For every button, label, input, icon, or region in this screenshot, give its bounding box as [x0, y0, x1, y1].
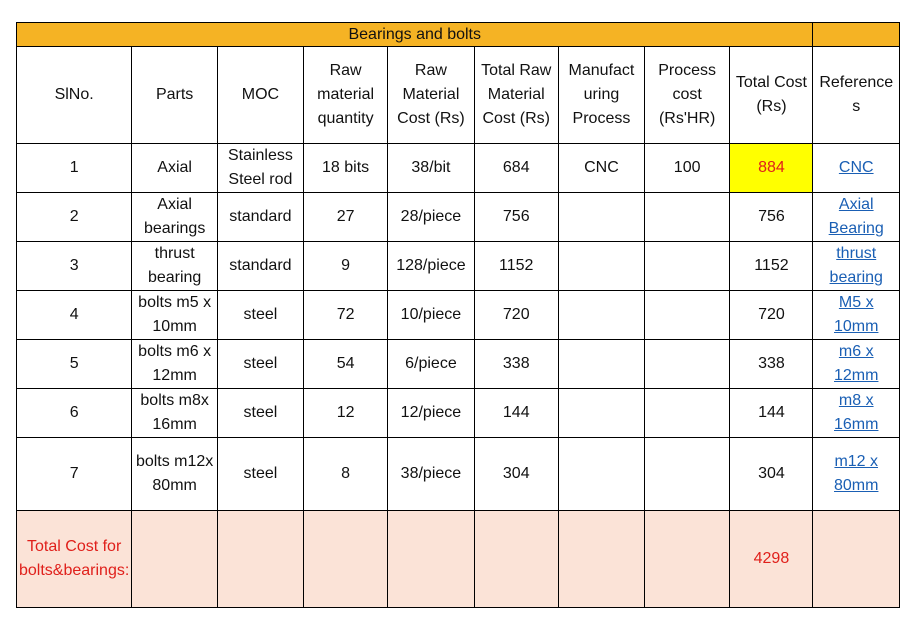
- table-row: [17, 340, 900, 389]
- reference-link[interactable]: m6 x 12mm: [834, 343, 879, 384]
- header-moc: MOC: [217, 47, 303, 144]
- header-parts: Parts: [132, 47, 218, 144]
- cell-reference: [813, 144, 900, 193]
- cell-moc: standard: [217, 193, 303, 242]
- header-raw-cost: Raw Material Cost (Rs): [388, 47, 474, 144]
- cell-cost: 28/piece: [388, 193, 474, 242]
- total-empty-cell: [303, 511, 387, 608]
- cell-process: [558, 438, 644, 511]
- cell-moc: Stainless Steel rod: [217, 144, 303, 193]
- total-value: 4298: [730, 511, 813, 608]
- table-title: Bearings and bolts: [17, 23, 813, 47]
- cell-qty: 72: [303, 291, 387, 340]
- cell-cost: 6/piece: [388, 340, 474, 389]
- table-row: [17, 291, 900, 340]
- cell-total-raw: 304: [474, 438, 558, 511]
- header-slno: SlNo.: [17, 47, 132, 144]
- cell-process: [558, 340, 644, 389]
- header-total-cost: Total Cost (Rs): [730, 47, 813, 144]
- total-empty-cell: [388, 511, 474, 608]
- cell-moc: standard: [217, 242, 303, 291]
- reference-link[interactable]: m8 x 16mm: [834, 392, 879, 433]
- total-empty-cell: [558, 511, 644, 608]
- reference-link[interactable]: Axial Bearing: [828, 196, 884, 237]
- title-blank-cell: [813, 23, 900, 47]
- cell-total: 304: [730, 438, 813, 511]
- table-row: [17, 242, 900, 291]
- header-references: Reference s: [813, 47, 900, 144]
- reference-link[interactable]: m12 x 80mm: [834, 453, 879, 494]
- cell-qty: 8: [303, 438, 387, 511]
- cell-slno: 2: [17, 193, 132, 242]
- cell-slno: 5: [17, 340, 132, 389]
- total-label: Total Cost for bolts&bearings:: [17, 511, 132, 608]
- cell-reference: [813, 389, 900, 438]
- cell-process-cost: 100: [644, 144, 729, 193]
- cell-part: bolts m5 x 10mm: [132, 291, 218, 340]
- cell-cost: 10/piece: [388, 291, 474, 340]
- cell-qty: 9: [303, 242, 387, 291]
- cell-total-raw: 144: [474, 389, 558, 438]
- cell-cost: 12/piece: [388, 389, 474, 438]
- cell-process-cost: [644, 340, 729, 389]
- header-total-raw-cost: Total Raw Material Cost (Rs): [474, 47, 558, 144]
- cell-process: [558, 389, 644, 438]
- cell-total: 720: [730, 291, 813, 340]
- cell-total-raw: 338: [474, 340, 558, 389]
- cell-process-cost: [644, 242, 729, 291]
- cell-reference: [813, 291, 900, 340]
- cell-qty: 12: [303, 389, 387, 438]
- cell-process-cost: [644, 389, 729, 438]
- cell-total: 1152: [730, 242, 813, 291]
- table-row: [17, 193, 900, 242]
- cell-cost: 38/bit: [388, 144, 474, 193]
- header-row: [17, 47, 900, 144]
- cell-reference: [813, 242, 900, 291]
- table-row: [17, 144, 900, 193]
- reference-link[interactable]: thrust bearing: [829, 245, 883, 286]
- cell-moc: steel: [217, 340, 303, 389]
- cell-slno: 6: [17, 389, 132, 438]
- total-empty-cell: [644, 511, 729, 608]
- header-raw-qty: Raw material quantity: [303, 47, 387, 144]
- total-empty-cell: [813, 511, 900, 608]
- reference-link[interactable]: M5 x 10mm: [834, 294, 879, 335]
- cell-reference: [813, 438, 900, 511]
- cell-process-cost: [644, 193, 729, 242]
- total-empty-cell: [474, 511, 558, 608]
- cell-reference: [813, 193, 900, 242]
- cell-process: CNC: [558, 144, 644, 193]
- cell-cost: 38/piece: [388, 438, 474, 511]
- cell-slno: 1: [17, 144, 132, 193]
- total-empty-cell: [217, 511, 303, 608]
- table-row: [17, 438, 900, 511]
- cell-moc: steel: [217, 291, 303, 340]
- cell-process: [558, 242, 644, 291]
- bearings-cost-table: [16, 22, 900, 608]
- cell-total: 756: [730, 193, 813, 242]
- cell-qty: 18 bits: [303, 144, 387, 193]
- cell-cost: 128/piece: [388, 242, 474, 291]
- cell-qty: 27: [303, 193, 387, 242]
- cell-slno: 3: [17, 242, 132, 291]
- cell-part: bolts m12x 80mm: [132, 438, 218, 511]
- cell-slno: 7: [17, 438, 132, 511]
- cell-total-raw: 756: [474, 193, 558, 242]
- cell-part: bolts m8x 16mm: [132, 389, 218, 438]
- cell-part: bolts m6 x 12mm: [132, 340, 218, 389]
- cell-total-raw: 1152: [474, 242, 558, 291]
- cell-total-raw: 720: [474, 291, 558, 340]
- table-row: [17, 389, 900, 438]
- total-row: [17, 511, 900, 608]
- cell-slno: 4: [17, 291, 132, 340]
- cell-process: [558, 291, 644, 340]
- cell-reference: [813, 340, 900, 389]
- cell-process: [558, 193, 644, 242]
- cell-total: 144: [730, 389, 813, 438]
- cell-process-cost: [644, 438, 729, 511]
- cell-part: thrust bearing: [132, 242, 218, 291]
- cell-part: Axial: [132, 144, 218, 193]
- cell-moc: steel: [217, 438, 303, 511]
- cell-total-raw: 684: [474, 144, 558, 193]
- cell-total: 338: [730, 340, 813, 389]
- header-manufacturing-process: Manufact uring Process: [558, 47, 644, 144]
- cell-moc: steel: [217, 389, 303, 438]
- cell-process-cost: [644, 291, 729, 340]
- total-empty-cell: [132, 511, 218, 608]
- cell-total-highlighted[interactable]: 884: [730, 144, 813, 193]
- cell-part: Axial bearings: [132, 193, 218, 242]
- reference-link[interactable]: CNC: [838, 159, 874, 176]
- cell-qty: 54: [303, 340, 387, 389]
- header-process-cost: Process cost (Rs'HR): [644, 47, 729, 144]
